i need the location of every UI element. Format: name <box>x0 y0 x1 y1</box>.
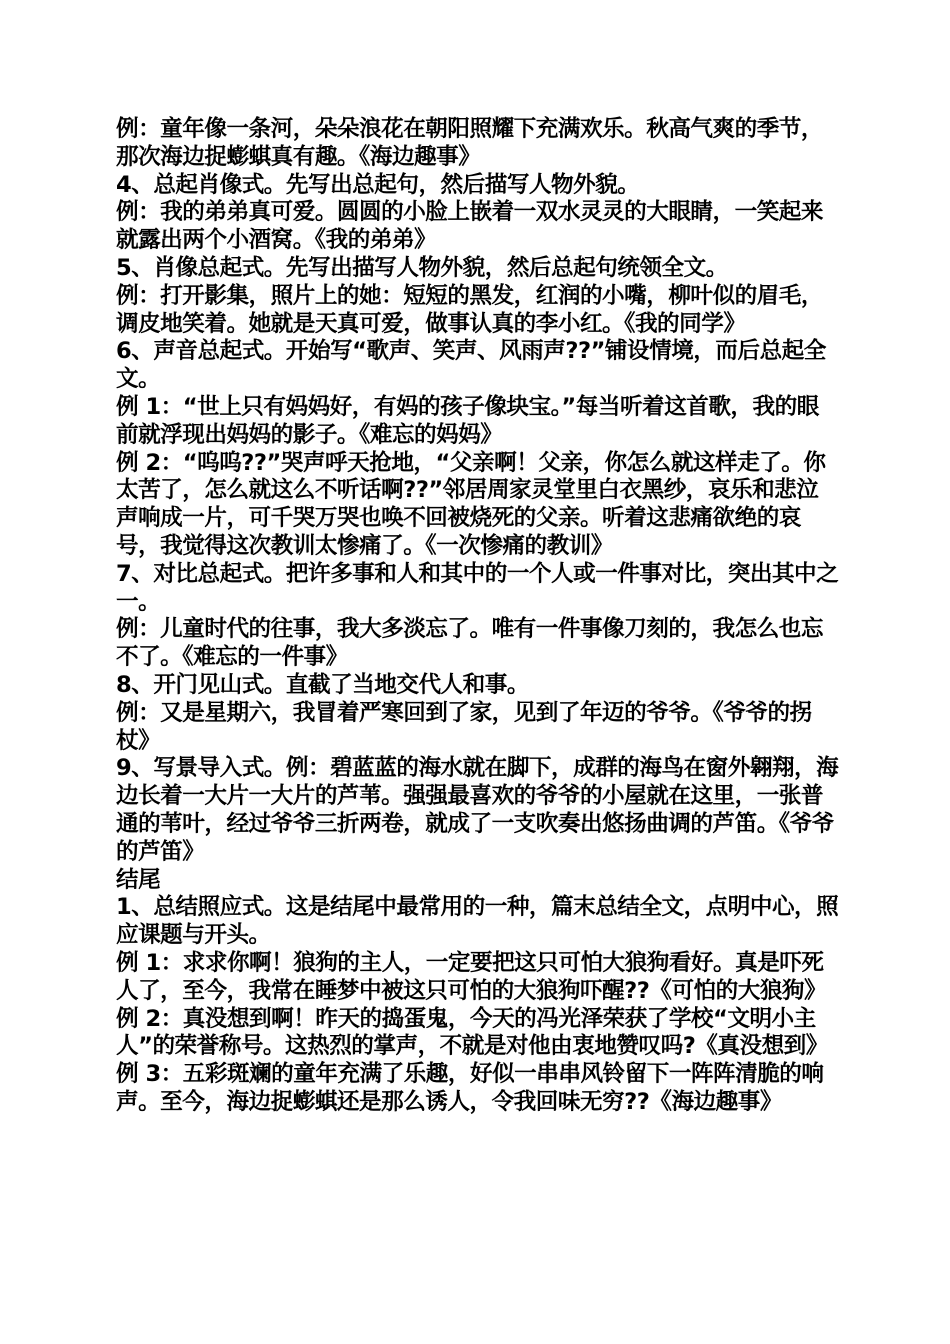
paragraph: 例 2：“呜呜??”哭声呼天抢地，“父亲啊！父亲，你怎么就这样走了。你太苦了，怎么就这么不听话啊??”邻居周家灵堂里白衣黑纱，哀乐和悲泣声响成一片，可千哭万哭也唤不回被烧死的父亲。听着这悲痛欲绝的哀号，我觉得这次教训太惨痛了。《一次惨痛的教训》 <box>116 449 826 559</box>
paragraph: 例：童年像一条河，朵朵浪花在朝阳照耀下充满欢乐。秋高气爽的季节，那次海边捉蟛蜞真有趣。《海边趣事》 <box>116 116 823 170</box>
paragraph: 6、声音总起式。开始写“歌声、笑声、风雨声??”铺设情境，而后总起全文。 <box>116 338 826 393</box>
paragraph: 1、总结照应式。这是结尾中最常用的一种，篇末总结全文，点明中心，照应课题与开头。 <box>116 894 839 949</box>
paragraph: 8、开门见山式。直截了当地交代人和事。 <box>116 671 529 698</box>
paragraph: 例：打开影集，照片上的她：短短的黑发，红润的小嘴，柳叶似的眉毛，调皮地笑着。她就是天真可爱，做事认真的李小红。《我的同学》 <box>116 282 823 337</box>
paragraph: 例 3：五彩斑斓的童年充满了乐趣，好似一串串风铃留下一阵阵清脆的响声。至今，海边捉蟛蜞还是那么诱人，令我回味无穷??《海边趣事》 <box>116 1061 824 1115</box>
paragraph: 例：儿童时代的往事，我大多淡忘了。唯有一件事像刀刻的，我怎么也忘不了。《难忘的一件事》 <box>116 616 823 671</box>
paragraph: 5、肖像总起式。先写出描写人物外貌，然后总起句统领全文。 <box>116 254 728 281</box>
paragraph: 例 1：求求你啊！狼狗的主人，一定要把这只可怕大狼狗看好。真是吓死人了，至今，我常在睡梦中被这只可怕的大狼狗吓醒??《可怕的大狼狗》 <box>116 949 827 1004</box>
paragraph: 9、写景导入式。例：碧蓝蓝的海水就在脚下，成群的海鸟在窗外翱翔，海边长着一大片一大片的芦苇。强强最喜欢的爷爷的小屋就在这里，一张普通的苇叶，经过爷爷三折两卷，就成了一支吹奏出悠扬曲调的芦笛。《爷爷的芦笛》 <box>116 755 839 865</box>
paragraph: 例：我的弟弟真可爱。圆圆的小脸上嵌着一双水灵灵的大眼睛，一笑起来就露出两个小酒窝。《我的弟弟》 <box>116 199 823 254</box>
paragraph: 例 2：真没想到啊！昨天的捣蛋鬼，今天的冯光泽荣获了学校“文明小主人”的荣誉称号。这热烈的掌声，不就是对他由衷地赞叹吗?《真没想到》 <box>116 1005 828 1060</box>
document-body <box>116 116 840 1117</box>
paragraph: 7、对比总起式。把许多事和人和其中的一个人或一件事对比，突出其中之一。 <box>116 560 839 615</box>
paragraph: 例：又是星期六，我冒着严寒回到了家，见到了年迈的爷爷。《爷爷的拐杖》 <box>116 699 812 754</box>
paragraph: 例 1：“世上只有妈妈好，有妈的孩子像块宝。”每当听着这首歌，我的眼前就浮现出妈妈的影子。《难忘的妈妈》 <box>116 393 819 448</box>
paragraph: 4、总起肖像式。先写出总起句，然后描写人物外貌。 <box>116 171 640 198</box>
section-heading: 结尾 <box>116 866 161 893</box>
